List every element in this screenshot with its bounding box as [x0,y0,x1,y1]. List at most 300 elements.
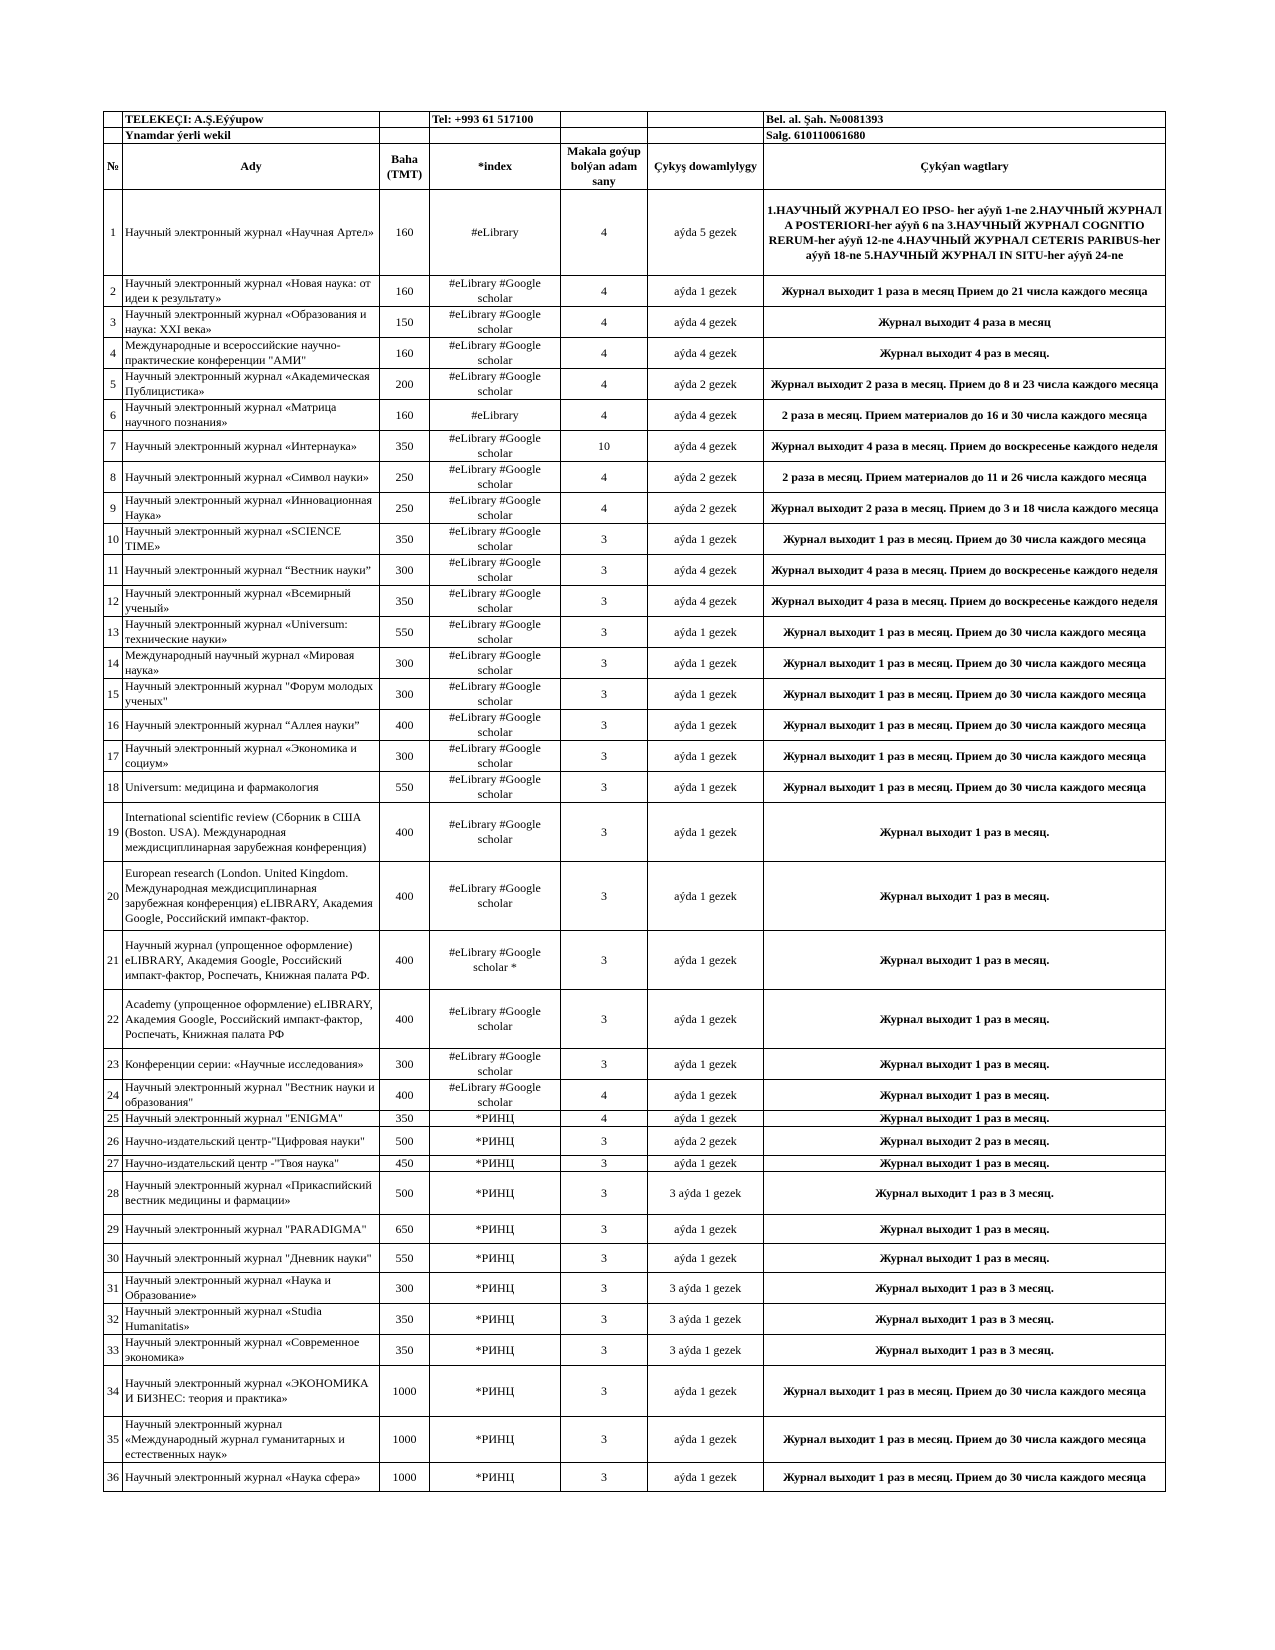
journal-name: Научный электронный журнал «Наука сфера» [123,1463,380,1492]
price: 550 [380,772,430,803]
index-value: *РИНЦ [430,1127,561,1156]
index-value: *РИНЦ [430,1244,561,1273]
journal-name: Научный электронный журнал «Академическая Публицистика» [123,369,380,400]
journal-name: Конференции серии: «Научные исследования» [123,1049,380,1080]
schedule: Журнал выходит 2 раза в месяц. Прием до 3 и 18 числа каждого месяца [764,493,1166,524]
journal-name: Научный электронный журнал “Вестник науки” [123,555,380,586]
table-row [104,617,1166,648]
header-row-2 [104,128,1166,144]
price: 450 [380,1156,430,1172]
price: 350 [380,586,430,617]
table-row [104,1080,1166,1111]
row-number: 30 [104,1244,123,1273]
duration: aýda 1 gezek [648,1156,764,1172]
schedule: Журнал выходит 1 раз в месяц. [764,862,1166,931]
header-cell [104,128,123,144]
schedule: Журнал выходит 4 раза в месяц [764,307,1166,338]
people-count: 4 [561,369,648,400]
tax-id-cell: Salg. 610110061680 [764,128,1166,144]
price: 160 [380,190,430,276]
header-cell [561,128,648,144]
table-row [104,307,1166,338]
index-value: #eLibrary #Google scholar [430,524,561,555]
row-number: 14 [104,648,123,679]
index-value: #eLibrary #Google scholar * [430,931,561,990]
table-row [104,679,1166,710]
table-row [104,772,1166,803]
schedule: Журнал выходит 1 раз в месяц. [764,1156,1166,1172]
table-row [104,648,1166,679]
row-number: 17 [104,741,123,772]
duration: aýda 1 gezek [648,803,764,862]
price: 350 [380,1335,430,1366]
index-value: *РИНЦ [430,1335,561,1366]
index-value: #eLibrary [430,400,561,431]
price: 160 [380,338,430,369]
people-count: 3 [561,617,648,648]
row-number: 9 [104,493,123,524]
duration: aýda 2 gezek [648,462,764,493]
schedule: Журнал выходит 1 раза в месяц Прием до 21 числа каждого месяца [764,276,1166,307]
price: 1000 [380,1417,430,1463]
row-number: 10 [104,524,123,555]
people-count: 4 [561,462,648,493]
header-cell [380,112,430,128]
duration: aýda 4 gezek [648,555,764,586]
price: 500 [380,1127,430,1156]
col-index: *index [430,144,561,190]
price: 160 [380,276,430,307]
index-value: *РИНЦ [430,1463,561,1492]
journal-table [103,111,1166,1492]
table-row [104,555,1166,586]
row-number: 4 [104,338,123,369]
schedule: Журнал выходит 4 раз в месяц. [764,338,1166,369]
people-count: 4 [561,307,648,338]
table-row [104,369,1166,400]
header-cell [648,128,764,144]
people-count: 3 [561,586,648,617]
header-cell [561,112,648,128]
schedule: 2 раза в месяц. Прием материалов до 16 и 30 числа каждого месяца [764,400,1166,431]
table-row [104,1273,1166,1304]
schedule: Журнал выходит 1 раз в месяц. Прием до 30 числа каждого месяца [764,710,1166,741]
row-number: 11 [104,555,123,586]
index-value: #eLibrary #Google scholar [430,462,561,493]
schedule: Журнал выходит 1 раз в месяц. Прием до 30 числа каждого месяца [764,772,1166,803]
row-number: 3 [104,307,123,338]
index-value: *РИНЦ [430,1366,561,1417]
journal-name: Научный электронный журнал "PARADIGMA" [123,1215,380,1244]
price: 550 [380,617,430,648]
price: 250 [380,493,430,524]
table-row [104,990,1166,1049]
row-number: 26 [104,1127,123,1156]
price: 400 [380,862,430,931]
people-count: 3 [561,1172,648,1215]
schedule: Журнал выходит 1 раз в месяц. [764,931,1166,990]
journal-name: Научный электронный журнал "ENIGMA" [123,1111,380,1127]
journal-name: Научный электронный журнал "Вестник науки и образования" [123,1080,380,1111]
row-number: 36 [104,1463,123,1492]
journal-name: Научный электронный журнал "Дневник науки" [123,1244,380,1273]
duration: 3 aýda 1 gezek [648,1273,764,1304]
duration: aýda 1 gezek [648,741,764,772]
schedule: Журнал выходит 1 раз в месяц. Прием до 30 числа каждого месяца [764,648,1166,679]
schedule: Журнал выходит 1 раз в месяц. Прием до 30 числа каждого месяца [764,1417,1166,1463]
schedule: Журнал выходит 1 раз в месяц. [764,803,1166,862]
row-number: 8 [104,462,123,493]
schedule: Журнал выходит 1 раз в месяц. Прием до 30 числа каждого месяца [764,741,1166,772]
row-number: 13 [104,617,123,648]
price: 350 [380,431,430,462]
index-value: *РИНЦ [430,1273,561,1304]
duration: aýda 1 gezek [648,990,764,1049]
price: 150 [380,307,430,338]
price: 400 [380,1080,430,1111]
index-value: *РИНЦ [430,1417,561,1463]
people-count: 4 [561,338,648,369]
certificate-cell: Bel. al. Şah. №0081393 [764,112,1166,128]
index-value: #eLibrary #Google scholar [430,555,561,586]
price: 400 [380,990,430,1049]
table-row [104,586,1166,617]
duration: aýda 1 gezek [648,679,764,710]
journal-name: Научный журнал (упрощенное оформление) eLIBRARY, Академия Google, Российский импакт-фактор, Роспечать, Книжная палата РФ. [123,931,380,990]
duration: aýda 1 gezek [648,931,764,990]
table-row [104,1366,1166,1417]
price: 250 [380,462,430,493]
journal-name: Международные и всероссийские научно-практические конференции "АМИ" [123,338,380,369]
row-number: 22 [104,990,123,1049]
table-row [104,1463,1166,1492]
price: 1000 [380,1366,430,1417]
people-count: 3 [561,648,648,679]
people-count: 3 [561,931,648,990]
journal-name: Научный электронный журнал «Инновационная Наука» [123,493,380,524]
index-value: #eLibrary #Google scholar [430,1049,561,1080]
author-cell: TELEKEÇI: A.Ş.Eýýupow [123,112,380,128]
representative-cell: Ynamdar ýerli wekil [123,128,380,144]
row-number: 16 [104,710,123,741]
price: 300 [380,555,430,586]
index-value: #eLibrary #Google scholar [430,431,561,462]
schedule: Журнал выходит 1 раз в месяц. Прием до 30 числа каждого месяца [764,679,1166,710]
duration: aýda 1 gezek [648,276,764,307]
people-count: 3 [561,741,648,772]
table-row [104,1049,1166,1080]
row-number: 12 [104,586,123,617]
row-number: 15 [104,679,123,710]
schedule: Журнал выходит 1 раз в месяц. Прием до 30 числа каждого месяца [764,1366,1166,1417]
index-value: #eLibrary #Google scholar [430,862,561,931]
duration: aýda 1 gezek [648,1417,764,1463]
journal-name: Научный электронный журнал «Наука и Образование» [123,1273,380,1304]
journal-name: Universum: медицина и фармакология [123,772,380,803]
row-number: 29 [104,1215,123,1244]
people-count: 3 [561,1244,648,1273]
schedule: 1.НАУЧНЫЙ ЖУРНАЛ EO IPSO- her aýyň 1-ne 2.НАУЧНЫЙ ЖУРНАЛ A POSTERIORI-her aýyň 6 na 3.НАУЧНЫЙ ЖУРНАЛ COGNITIO RERUM-her aýyň 12-ne 4.НАУЧНЫЙ ЖУРНАЛ CETERIS PARIBUS-her aýyň 18-ne 5.НАУЧНЫЙ ЖУРНАЛ IN SITU-her aýyň 24-ne [764,190,1166,276]
journal-name: Международный научный журнал «Мировая наука» [123,648,380,679]
row-number: 21 [104,931,123,990]
people-count: 3 [561,1335,648,1366]
duration: aýda 1 gezek [648,1111,764,1127]
price: 300 [380,1049,430,1080]
col-number: № [104,144,123,190]
journal-name: European research (London. United Kingdom. Международная междисциплинарная зарубежная конференция) eLIBRARY, Академия Google, Российский импакт-фактор. [123,862,380,931]
row-number: 27 [104,1156,123,1172]
header-cell [430,128,561,144]
duration: aýda 1 gezek [648,772,764,803]
table-row [104,524,1166,555]
people-count: 3 [561,524,648,555]
price: 350 [380,524,430,555]
schedule: Журнал выходит 2 раза в месяц. Прием до 8 и 23 числа каждого месяца [764,369,1166,400]
index-value: #eLibrary #Google scholar [430,710,561,741]
index-value: #eLibrary #Google scholar [430,1080,561,1111]
schedule: Журнал выходит 1 раз в месяц. Прием до 30 числа каждого месяца [764,617,1166,648]
duration: aýda 4 gezek [648,338,764,369]
people-count: 3 [561,1049,648,1080]
price: 400 [380,710,430,741]
schedule: Журнал выходит 1 раз в месяц. Прием до 30 числа каждого месяца [764,1463,1166,1492]
table-row [104,803,1166,862]
people-count: 3 [561,1304,648,1335]
schedule: Журнал выходит 1 раз в месяц. [764,1049,1166,1080]
schedule: Журнал выходит 1 раз в 3 месяц. [764,1172,1166,1215]
schedule: 2 раза в месяц. Прием материалов до 11 и 26 числа каждого месяца [764,462,1166,493]
journal-name: Научный электронный журнал «ЭКОНОМИКА И БИЗНЕС: теория и практика» [123,1366,380,1417]
people-count: 3 [561,1273,648,1304]
index-value: *РИНЦ [430,1111,561,1127]
duration: aýda 1 gezek [648,1080,764,1111]
schedule: Журнал выходит 4 раза в месяц. Прием до воскресенье каждого неделя [764,586,1166,617]
index-value: *РИНЦ [430,1156,561,1172]
index-value: #eLibrary #Google scholar [430,307,561,338]
schedule: Журнал выходит 4 раза в месяц. Прием до воскресенье каждого неделя [764,431,1166,462]
journal-name: Научный электронный журнал «Studia Humanitatis» [123,1304,380,1335]
header-row-1 [104,112,1166,128]
journal-name: Научный электронный журнал «Всемирный ученый» [123,586,380,617]
header-cell [380,128,430,144]
journal-name: Научно-издательский центр-"Цифровая науки" [123,1127,380,1156]
index-value: #eLibrary #Google scholar [430,493,561,524]
index-value: #eLibrary #Google scholar [430,648,561,679]
people-count: 3 [561,1417,648,1463]
schedule: Журнал выходит 1 раз в месяц. Прием до 30 числа каждого месяца [764,524,1166,555]
header-cell [104,112,123,128]
row-number: 18 [104,772,123,803]
people-count: 3 [561,803,648,862]
duration: aýda 1 gezek [648,524,764,555]
index-value: #eLibrary #Google scholar [430,276,561,307]
duration: aýda 1 gezek [648,1215,764,1244]
row-number: 20 [104,862,123,931]
table-row [104,1156,1166,1172]
duration: aýda 4 gezek [648,400,764,431]
col-price: Baha (TMT) [380,144,430,190]
journal-name: Научный электронный журнал «Современное экономика» [123,1335,380,1366]
duration: aýda 4 gezek [648,431,764,462]
duration: 3 aýda 1 gezek [648,1335,764,1366]
journal-name: Научный электронный журнал «Интернаука» [123,431,380,462]
duration: aýda 2 gezek [648,369,764,400]
index-value: #eLibrary #Google scholar [430,741,561,772]
index-value: #eLibrary #Google scholar [430,586,561,617]
row-number: 34 [104,1366,123,1417]
duration: aýda 5 gezek [648,190,764,276]
schedule: Журнал выходит 1 раз в месяц. [764,1244,1166,1273]
price: 300 [380,679,430,710]
journal-name: Научный электронный журнал «Образования и наука: XXI века» [123,307,380,338]
row-number: 33 [104,1335,123,1366]
people-count: 3 [561,555,648,586]
row-number: 31 [104,1273,123,1304]
table-row [104,276,1166,307]
table-row [104,338,1166,369]
schedule: Журнал выходит 1 раз в месяц. [764,1215,1166,1244]
table-row [104,1335,1166,1366]
journal-name: Научный электронный журнал «Universum: технические науки» [123,617,380,648]
duration: aýda 1 gezek [648,710,764,741]
duration: aýda 1 gezek [648,862,764,931]
row-number: 24 [104,1080,123,1111]
row-number: 35 [104,1417,123,1463]
duration: 3 aýda 1 gezek [648,1304,764,1335]
table-row [104,862,1166,931]
col-people: Makala goýup bolýan adam sany [561,144,648,190]
people-count: 4 [561,1111,648,1127]
journal-name: Научный электронный журнал «Прикаспийский вестник медицины и фармации» [123,1172,380,1215]
people-count: 3 [561,1366,648,1417]
people-count: 4 [561,1080,648,1111]
price: 650 [380,1215,430,1244]
table-row [104,462,1166,493]
schedule: Журнал выходит 1 раз в месяц. [764,1111,1166,1127]
col-name: Ady [123,144,380,190]
price: 400 [380,803,430,862]
duration: aýda 1 gezek [648,1244,764,1273]
table-row [104,1215,1166,1244]
duration: aýda 1 gezek [648,648,764,679]
people-count: 3 [561,1127,648,1156]
table-row [104,1111,1166,1127]
people-count: 3 [561,1156,648,1172]
people-count: 10 [561,431,648,462]
row-number: 6 [104,400,123,431]
people-count: 4 [561,190,648,276]
schedule: Журнал выходит 1 раз в месяц. [764,990,1166,1049]
index-value: *РИНЦ [430,1172,561,1215]
journal-name: Научный электронный журнал «Экономика и социум» [123,741,380,772]
index-value: #eLibrary #Google scholar [430,679,561,710]
price: 160 [380,400,430,431]
people-count: 3 [561,772,648,803]
index-value: #eLibrary #Google scholar [430,338,561,369]
table-row [104,710,1166,741]
index-value: #eLibrary #Google scholar [430,369,561,400]
table-row [104,493,1166,524]
duration: aýda 2 gezek [648,1127,764,1156]
index-value: #eLibrary #Google scholar [430,803,561,862]
schedule: Журнал выходит 1 раз в 3 месяц. [764,1304,1166,1335]
duration: aýda 1 gezek [648,1366,764,1417]
duration: aýda 1 gezek [648,617,764,648]
people-count: 3 [561,710,648,741]
people-count: 4 [561,276,648,307]
table-row [104,1244,1166,1273]
row-number: 19 [104,803,123,862]
price: 1000 [380,1463,430,1492]
journal-name: Научный электронный журнал «Научная Артел» [123,190,380,276]
duration: aýda 2 gezek [648,493,764,524]
price: 300 [380,741,430,772]
price: 200 [380,369,430,400]
price: 300 [380,648,430,679]
journal-name: Научный электронный журнал "Форум молодых ученых" [123,679,380,710]
phone-cell: Tel: +993 61 517100 [430,112,561,128]
schedule: Журнал выходит 1 раз в 3 месяц. [764,1273,1166,1304]
people-count: 3 [561,862,648,931]
price: 350 [380,1111,430,1127]
journal-name: Научный электронный журнал “Аллея науки” [123,710,380,741]
duration: aýda 4 gezek [648,307,764,338]
price: 550 [380,1244,430,1273]
schedule: Журнал выходит 1 раз в 3 месяц. [764,1335,1166,1366]
table-row [104,1417,1166,1463]
table-row [104,741,1166,772]
duration: aýda 1 gezek [648,1463,764,1492]
schedule: Журнал выходит 1 раз в месяц. [764,1080,1166,1111]
price: 300 [380,1273,430,1304]
table-row [104,931,1166,990]
journal-name: International scientific review (Сборник в США (Boston. USA). Международная междисциплинарная зарубежная конференция) [123,803,380,862]
people-count: 4 [561,493,648,524]
table-row [104,190,1166,276]
row-number: 2 [104,276,123,307]
journal-name: Научный электронный журнал «Символ науки» [123,462,380,493]
row-number: 5 [104,369,123,400]
table-row [104,1127,1166,1156]
row-number: 23 [104,1049,123,1080]
table-body [104,112,1166,1492]
table-row [104,1172,1166,1215]
journal-name: Научный электронный журнал «Международный журнал гуманитарных и естественных наук» [123,1417,380,1463]
people-count: 3 [561,679,648,710]
journal-name: Научный электронный журнал «SCIENCE TIME» [123,524,380,555]
index-value: #eLibrary #Google scholar [430,617,561,648]
journal-name: Научный электронный журнал «Новая наука: от идеи к результату» [123,276,380,307]
journal-name: Научно-издательский центр -"Твоя наука" [123,1156,380,1172]
people-count: 3 [561,1463,648,1492]
index-value: *РИНЦ [430,1215,561,1244]
col-schedule: Çykýan wagtlary [764,144,1166,190]
journal-name: Academy (упрощенное оформление) eLIBRARY, Академия Google, Российский импакт-фактор, Роспечать, Книжная палата РФ [123,990,380,1049]
price: 350 [380,1304,430,1335]
schedule: Журнал выходит 4 раза в месяц. Прием до воскресенье каждого неделя [764,555,1166,586]
col-duration: Çykyş dowamlylygy [648,144,764,190]
index-value: #eLibrary [430,190,561,276]
people-count: 3 [561,990,648,1049]
column-header-row [104,144,1166,190]
table-row [104,400,1166,431]
table-row [104,431,1166,462]
price: 500 [380,1172,430,1215]
index-value: *РИНЦ [430,1304,561,1335]
row-number: 25 [104,1111,123,1127]
row-number: 32 [104,1304,123,1335]
row-number: 28 [104,1172,123,1215]
